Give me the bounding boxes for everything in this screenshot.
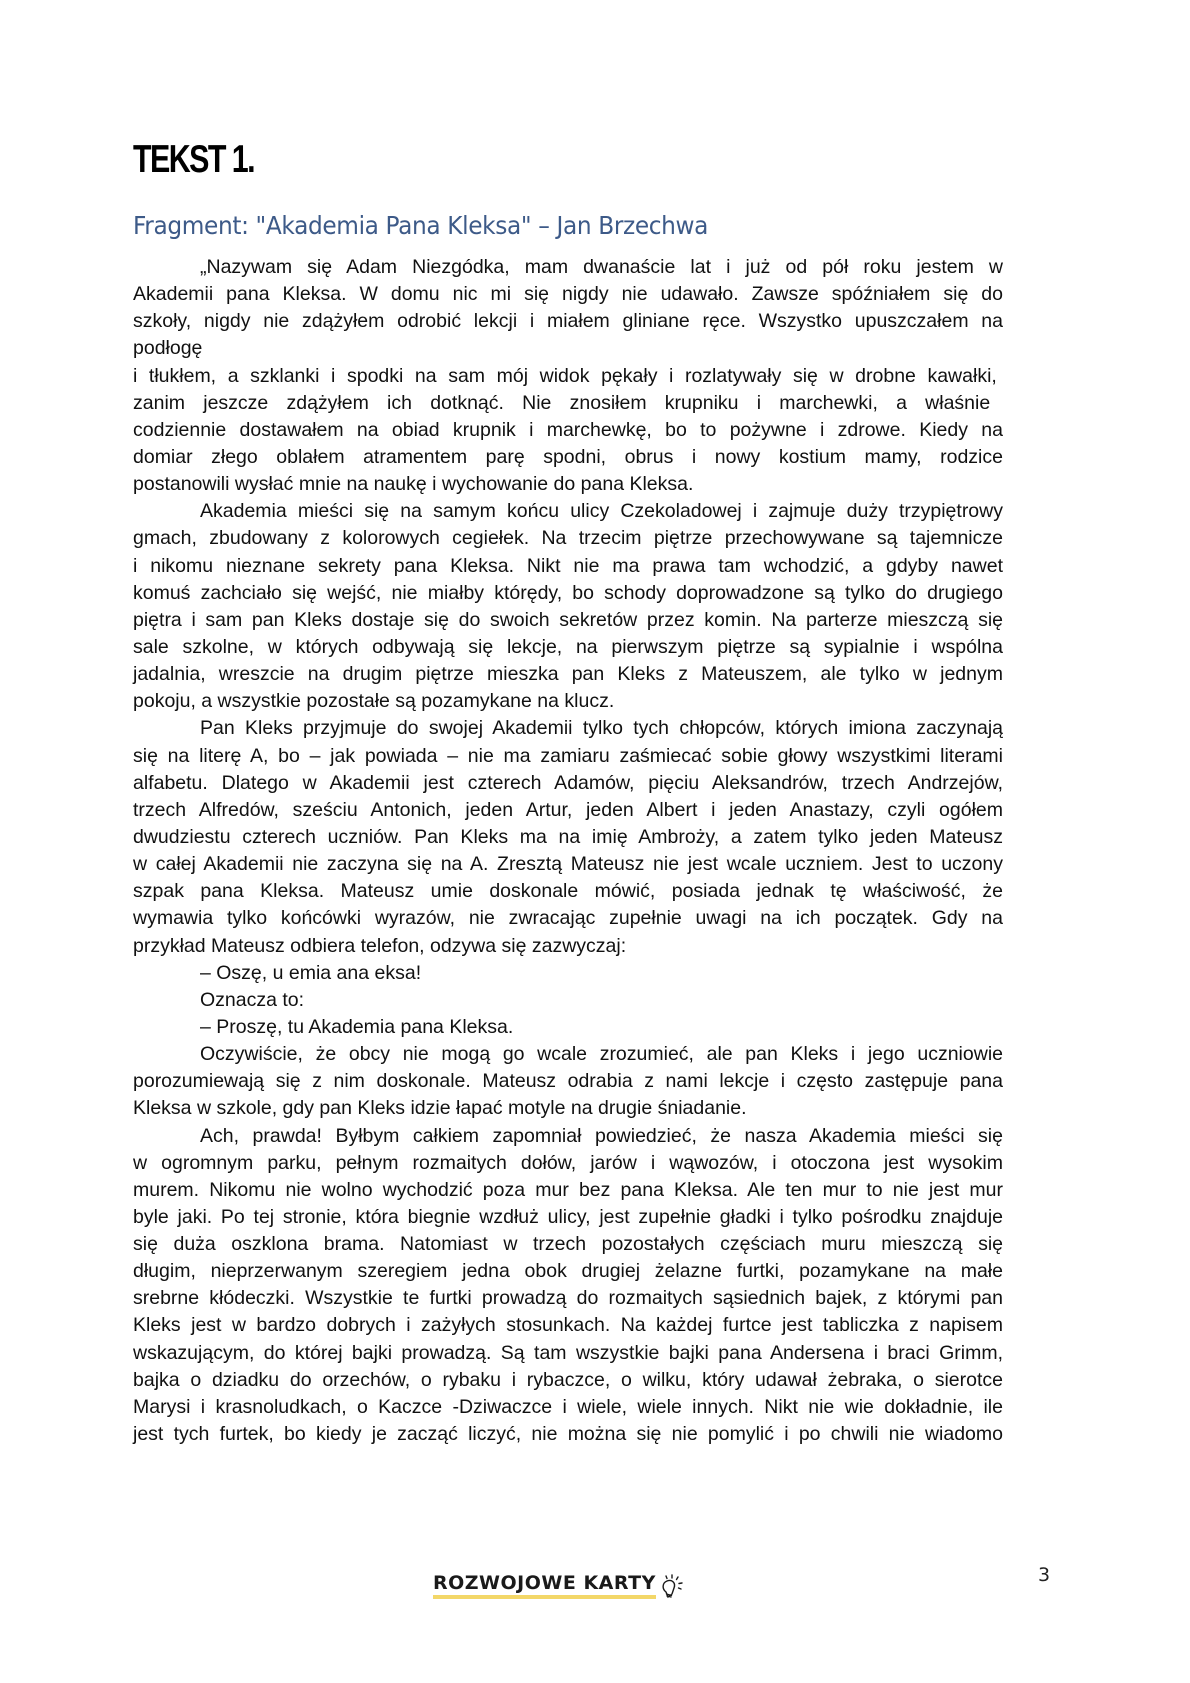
text-line: Pan Kleks przyjmuje do swojej Akademii tylko tych chłopców, których imiona zaczynają [200,717,1003,740]
text-line: porozumiewają się z nim doskonale. Mateusz odrabia z nami lekcje i często zastępuje pana [133,1070,1003,1093]
text-line: podłogę [133,337,203,360]
lightbulb-icon [658,1571,686,1601]
text-line: i tłukłem, a szklanki i spodki na sam mój widok pękały i rozlatywały się w drobne kawałki, [133,364,997,387]
text-line: w całej Akademii nie zaczyna się na A. Zresztą Mateusz nie jest wcale uczniem. Jest to uczony [133,853,1003,876]
text-line: wymawia tylko końcówki wyrazów, nie zwracając zupełnie uwagi na ich początek. Gdy na [133,907,1003,930]
text-line: sale szkolne, w których odbywają się lekcje, na pierwszym piętrze są sypialnie i wspólna [133,635,1003,658]
text-line: alfabetu. Dlatego w Akademii jest czterech Adamów, pięciu Aleksandrów, trzech Andrzejów, [133,771,1003,794]
text-line: postanowili wysłać mnie na naukę i wychowanie do pana Kleksa. [133,473,694,496]
page-heading: TEKST 1. [133,138,255,181]
text-line: się duża oszklona brama. Natomiast w trzech pozostałych częściach muru mieszczą się [133,1233,1003,1256]
text-line: pokoju, a wszystkie pozostałe są pozamykane na klucz. [133,690,615,713]
text-line: szpak pana Kleksa. Mateusz umie doskonale mówić, posiada jednak tę właściwość, że [133,880,1003,903]
logo-underline [433,1595,656,1599]
text-line: jadalnia, wreszcie na drugim piętrze mieszka pan Kleks z Mateuszem, ale tylko w jednym [133,663,1003,686]
text-line: Ach, prawda! Byłbym całkiem zapomniał powiedzieć, że nasza Akademia mieści się [200,1124,1003,1147]
text-line: domiar złego oblałem atramentem parę spodni, obrus i nowy kostium mamy, rodzice [133,445,1003,468]
text-line: Oznacza to: [200,988,305,1011]
text-line: wskazującym, do której bajki prowadzą. Są tam wszystkie bajki pana Andersena i braci Grimm, [133,1341,1003,1364]
text-line: w ogromnym parku, pełnym rozmaitych dołów, jarów i wąwozów, i otoczona jest wysokim [133,1151,1003,1174]
text-line: – Proszę, tu Akademia pana Kleksa. [200,1015,514,1038]
text-line: Kleks jest w bardzo dobrych i zażyłych stosunkach. Na każdej furtce jest tabliczka z napisem [133,1314,1003,1337]
text-line: srebrne kłódeczki. Wszystkie te furtki prowadzą do rozmaitych sąsiednich bajek, z którymi pan [133,1287,1003,1310]
text-line: codziennie dostawałem na obiad krupnik i marchewkę, bo to pożywne i zdrowe. Kiedy na [133,418,1003,441]
text-line: komuś zachciało się wejść, nie miałby którędy, bo schody doprowadzone są tylko do drugiego [133,581,1003,604]
text-line: gmach, zbudowany z kolorowych cegiełek. Na trzecim piętrze przechowywane są tajemnicze [133,527,1003,550]
text-line: byle jaki. Po tej stronie, która biegnie wzdłuż ulicy, jest zupełnie gładki i tylko pośrodku znajduje [133,1205,1003,1228]
page-number: 3 [1038,1564,1051,1586]
text-line: dwudziestu czterech uczniów. Pan Kleks ma na imię Ambroży, a zatem tylko jeden Mateusz [133,825,1003,848]
text-line: długim, nieprzerwanym szeregiem jedna obok drugiej żelazne furtki, pozamykane na małe [133,1260,1003,1283]
text-line: przykład Mateusz odbiera telefon, odzywa się zazwyczaj: [133,934,627,957]
text-line: trzech Alfredów, sześciu Antonich, jeden Artur, jeden Albert i jeden Anastazy, czyli ogółem [133,798,1003,821]
text-line: Akademia mieści się na samym końcu ulicy Czekoladowej i zajmuje duży trzypiętrowy [200,500,1003,523]
text-line: – Oszę, u emia ana eksa! [200,961,422,984]
text-line: Kleksa w szkole, gdy pan Kleks idzie łapać motyle na drugie śniadanie. [133,1097,747,1120]
text-line: się na literę A, bo – jak powiada – nie ma zamiaru zaśmiecać sobie głowy wszystkimi literami [133,744,1003,767]
text-line: murem. Nikomu nie wolno wychodzić poza mur bez pana Kleksa. Ale ten mur to nie jest mur [133,1178,1003,1201]
text-line: „Nazywam się Adam Niezgódka, mam dwanaście lat i już od pół roku jestem w [200,256,1003,278]
text-line: i nikomu nieznane sekrety pana Kleksa. Nikt nie ma prawa tam wchodzić, a gdyby nawet [133,554,1003,577]
text-line: Oczywiście, że obcy nie mogą go wcale zrozumieć, ale pan Kleks i jego uczniowie [200,1043,1003,1066]
text-line: piętra i sam pan Kleks dostaje się do swoich sekretów przez komin. Na parterze mieszczą się [133,608,1003,631]
fragment-subtitle: Fragment: "Akademia Pana Kleksa" – Jan Brzechwa [133,211,709,240]
text-line: szkoły, nigdy nie zdążyłem odrobić lekcji i miałem gliniane ręce. Wszystko upuszczałem na [133,310,1003,333]
logo-text-wrap [433,1574,656,1597]
logo-text: ROZWOJOWE KARTY [433,1572,656,1594]
text-line: jest tych furtek, bo kiedy je zacząć liczyć, nie można się nie pomylić i po chwili nie wiadomo [133,1423,1003,1446]
text-line: Marysi i krasnoludkach, o Kaczce -Dziwaczce i wiele, wiele innych. Nikt nie wie dokładnie, ile [133,1395,1003,1418]
text-line: bajka o dziadku do orzechów, o rybaku i rybaczce, o wilku, który udawał żebraka, o sierotce [133,1368,1003,1391]
text-line: Akademii pana Kleksa. W domu nic mi się nigdy nie udawało. Zawsze spóźniałem się do [133,283,1003,306]
body-text [133,254,1003,1448]
footer-logo [433,1571,686,1597]
text-line: zanim jeszcze zdążyłem ich dotknąć. Nie znosiłem krupniku i marchewki, a właśnie [133,391,991,414]
